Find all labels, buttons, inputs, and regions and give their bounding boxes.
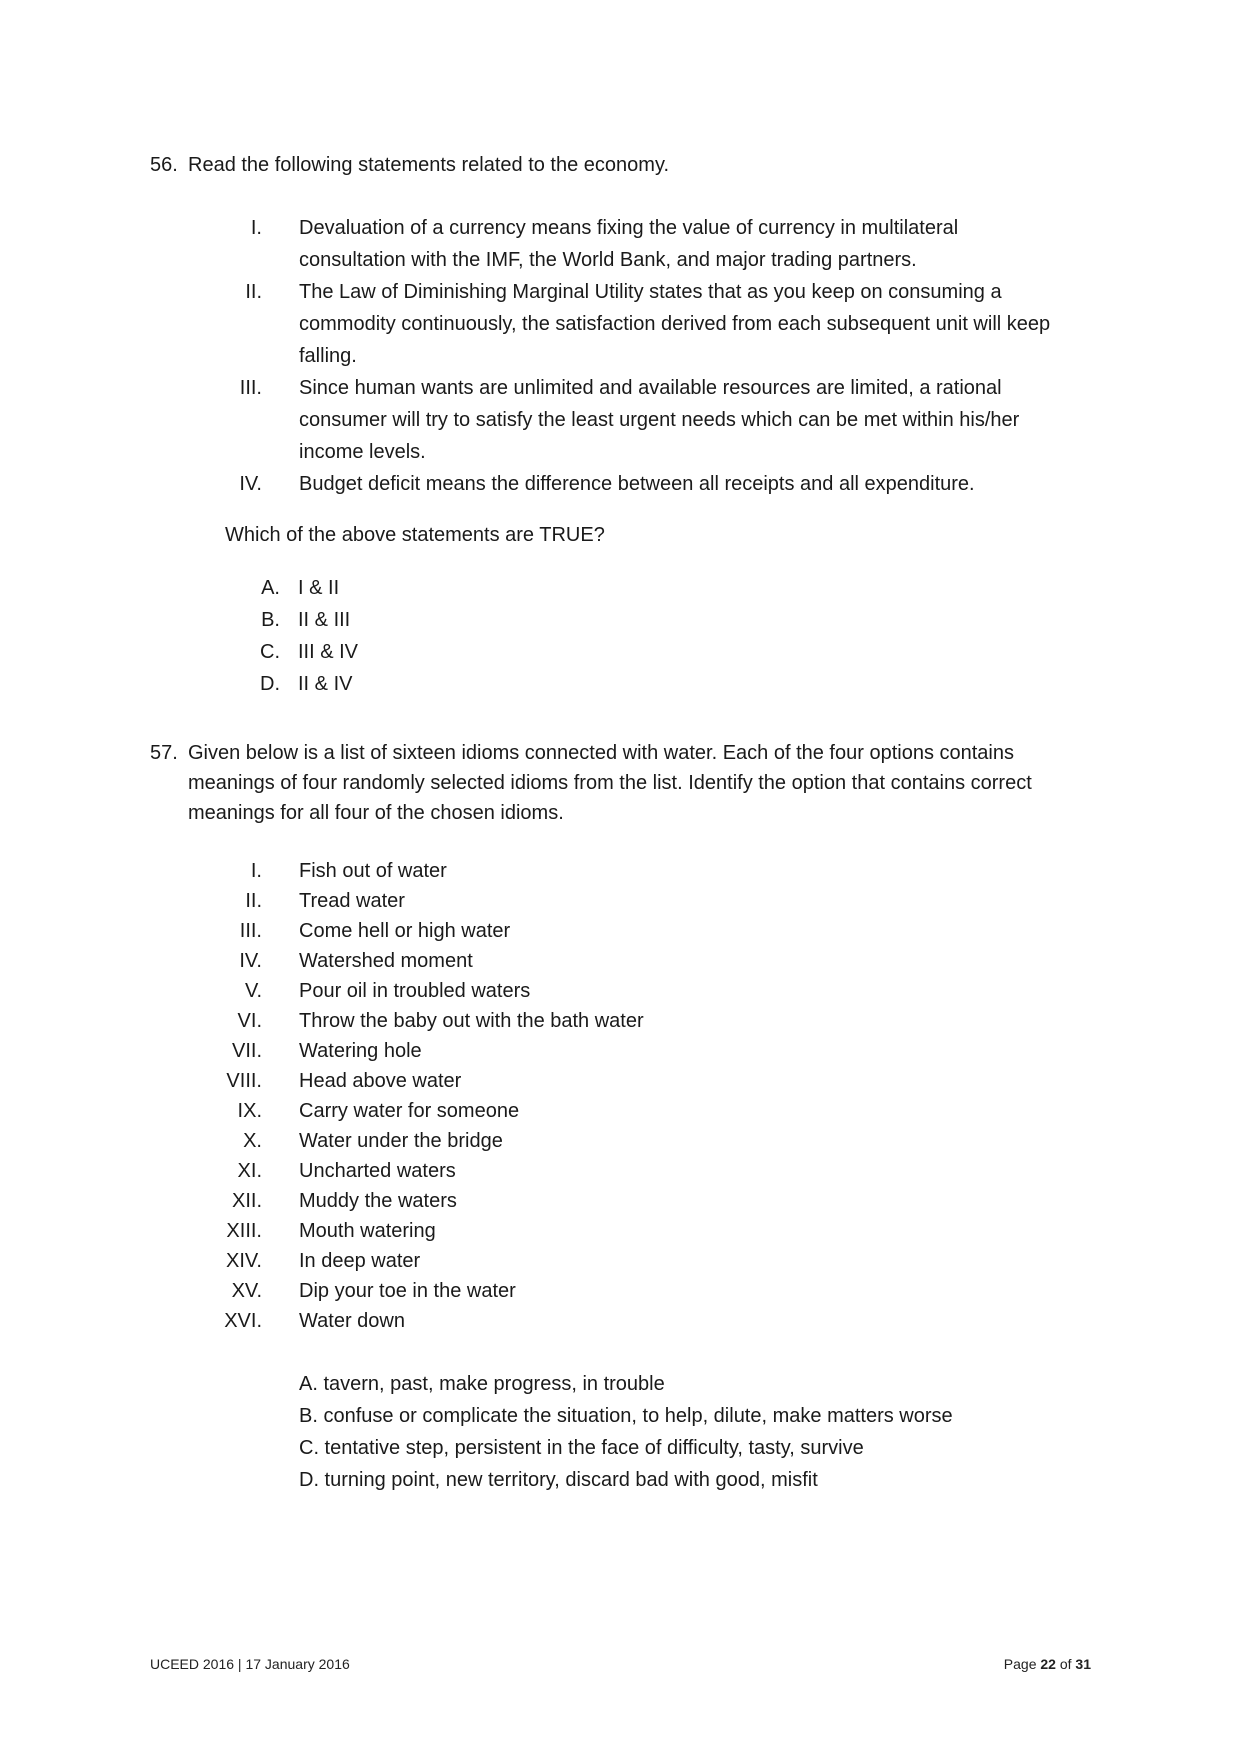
idiom-item — [150, 946, 1080, 976]
page-prefix: Page — [1003, 1656, 1037, 1672]
idiom-item — [150, 886, 1080, 916]
idiom-number: VII. — [231, 1040, 262, 1062]
idiom-item — [150, 1156, 1080, 1186]
answer-options — [150, 1368, 1080, 1496]
option-label: A. — [261, 577, 280, 599]
option-text: II & IV — [298, 673, 353, 695]
answer-option-a — [150, 572, 1080, 604]
option-label: B. — [261, 609, 280, 631]
page-current: 22 — [1040, 1656, 1056, 1672]
idiom-text: Come hell or high water — [299, 920, 511, 942]
option-label: C. — [260, 641, 280, 663]
statement-list — [150, 212, 1080, 500]
idiom-number: I. — [250, 860, 262, 882]
idiom-item — [150, 1186, 1080, 1216]
question-prompt: Which of the above statements are TRUE? — [225, 524, 605, 546]
idiom-number: XVI. — [224, 1310, 262, 1332]
idiom-text: In deep water — [299, 1250, 421, 1272]
option-text: III & IV — [298, 641, 359, 663]
idiom-number: X. — [243, 1130, 262, 1152]
option-text: I & II — [298, 577, 340, 599]
idiom-item — [150, 1066, 1080, 1096]
page-total: 31 — [1075, 1656, 1091, 1672]
footer-exam-info: UCEED 2016 | 17 January 2016 — [150, 1656, 350, 1672]
idiom-text: Watershed moment — [299, 950, 473, 972]
idiom-item — [150, 1306, 1080, 1336]
statement-text: Devaluation of a currency means fixing the value of currency in multilateral consultation with the IMF, the World Bank, and major trading partners. — [299, 217, 959, 271]
idiom-item — [150, 1276, 1080, 1306]
idiom-number: XI. — [237, 1160, 262, 1182]
question-header — [150, 150, 1080, 180]
question-text: Given below is a list of sixteen idioms connected with water. Each of the four options contains meanings of four randomly selected idioms from the list. Identify the option that contains correct meanings for all four of the chosen idioms. — [188, 742, 1032, 824]
statement-number: II. — [245, 281, 262, 303]
idiom-number: III. — [239, 920, 262, 942]
answer-option-c — [150, 636, 1080, 668]
idiom-item — [150, 916, 1080, 946]
answer-option-c: C. tentative step, persistent in the face of difficulty, tasty, survive — [299, 1437, 864, 1459]
idiom-text: Throw the baby out with the bath water — [299, 1010, 644, 1032]
idiom-item — [150, 1096, 1080, 1126]
idiom-number: XIV. — [226, 1250, 262, 1272]
answer-option-b: B. confuse or complicate the situation, to help, dilute, make matters worse — [299, 1405, 953, 1427]
statement-item — [150, 276, 1080, 372]
idiom-text: Pour oil in troubled waters — [299, 980, 531, 1002]
idiom-item — [150, 1216, 1080, 1246]
idiom-text: Head above water — [299, 1070, 462, 1092]
idiom-list — [150, 856, 1080, 1336]
answer-option-d — [150, 668, 1080, 700]
idiom-number: VIII. — [226, 1070, 262, 1092]
question-text: Read the following statements related to the economy. — [188, 154, 670, 176]
statement-number: III. — [239, 377, 262, 399]
answer-option-b — [150, 604, 1080, 636]
idiom-text: Carry water for someone — [299, 1100, 520, 1122]
idiom-text: Water down — [299, 1310, 405, 1332]
idiom-item — [150, 976, 1080, 1006]
idiom-text: Tread water — [299, 890, 405, 912]
idiom-text: Uncharted waters — [299, 1160, 456, 1182]
answer-options — [150, 572, 1080, 700]
option-label: D. — [260, 673, 280, 695]
idiom-item — [150, 1126, 1080, 1156]
answer-option-d: D. turning point, new territory, discard bad with good, misfit — [299, 1469, 818, 1491]
question-56 — [150, 150, 1080, 700]
idiom-number: XV. — [231, 1280, 262, 1302]
idiom-number: II. — [245, 890, 262, 912]
idiom-text: Water under the bridge — [299, 1130, 503, 1152]
answer-option-a: A. tavern, past, make progress, in trouble — [299, 1373, 665, 1395]
question-57 — [150, 738, 1080, 1496]
idiom-text: Watering hole — [299, 1040, 422, 1062]
idiom-number: IX. — [237, 1100, 262, 1122]
statement-text: Since human wants are unlimited and available resources are limited, a rational consumer will try to satisfy the least urgent needs which can be met within his/her income levels. — [299, 377, 1020, 463]
statement-number: I. — [250, 217, 262, 239]
idiom-number: XII. — [231, 1190, 262, 1212]
question-number: 57. — [150, 742, 178, 764]
statement-item — [150, 212, 1080, 276]
option-text: II & III — [298, 609, 351, 631]
question-header — [150, 738, 1080, 828]
idiom-item — [150, 1036, 1080, 1066]
statement-text: The Law of Diminishing Marginal Utility states that as you keep on consuming a commodity continuously, the satisfaction derived from each subsequent unit will keep falling. — [299, 281, 1051, 367]
idiom-text: Muddy the waters — [299, 1190, 457, 1212]
idiom-text: Fish out of water — [299, 860, 447, 882]
idiom-item — [150, 856, 1080, 886]
statement-text: Budget deficit means the difference between all receipts and all expenditure. — [299, 473, 975, 495]
statement-item — [150, 468, 1080, 500]
footer-page-number — [1004, 1656, 1091, 1672]
idiom-text: Dip your toe in the water — [299, 1280, 516, 1302]
page-of: of — [1059, 1656, 1072, 1672]
statement-item — [150, 372, 1080, 468]
question-number: 56. — [150, 154, 178, 176]
idiom-text: Mouth watering — [299, 1220, 436, 1242]
idiom-number: IV. — [239, 950, 262, 972]
idiom-item — [150, 1006, 1080, 1036]
statement-number: IV. — [239, 473, 262, 495]
idiom-item — [150, 1246, 1080, 1276]
idiom-number: XIII. — [226, 1220, 262, 1242]
idiom-number: V. — [244, 980, 262, 1002]
idiom-number: VI. — [237, 1010, 262, 1032]
